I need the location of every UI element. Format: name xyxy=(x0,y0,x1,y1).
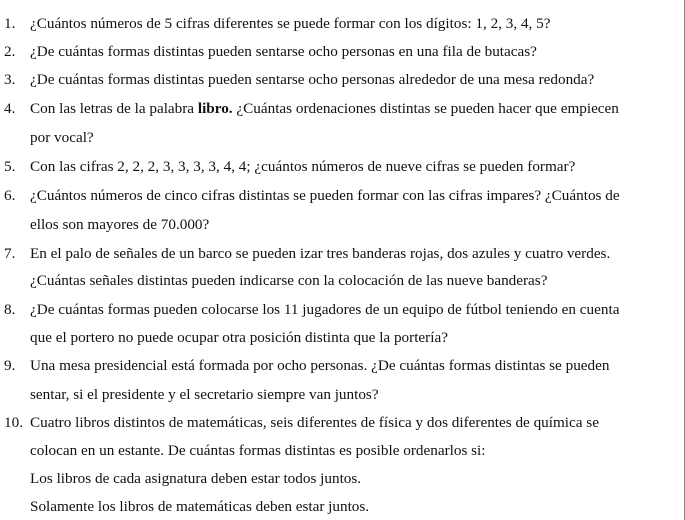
exercise-number: 3. xyxy=(4,71,16,88)
exercise-text: Cuatro libros distintos de matemáticas, seis diferentes de física y dos diferentes de química se xyxy=(30,414,599,431)
exercise-text-end: ¿Cuántas ordenaciones distintas se pueden hacer que empiecen xyxy=(232,100,619,117)
exercise-text: ¿De cuántas formas distintas pueden sentarse ocho personas alrededor de una mesa redonda? xyxy=(30,71,595,88)
exercise-number: 5. xyxy=(4,158,16,175)
exercise-text: ¿Cuántas señales distintas pueden indicarse con la colocación de las nueve banderas? xyxy=(30,272,548,289)
exercise-number: 8. xyxy=(4,301,16,318)
exercise-number: 7. xyxy=(4,245,16,262)
exercise-number: 9. xyxy=(4,357,16,374)
exercise-text: Los libros de cada asignatura deben estar todos juntos. xyxy=(30,470,362,487)
exercise-text: ¿De cuántas formas pueden colocarse los 11 jugadores de un equipo de fútbol teniendo en cuenta xyxy=(30,301,620,318)
exercise-text: ¿Cuántos números de 5 cifras diferentes se puede formar con los dígitos: 1, 2, 3, 4, 5? xyxy=(30,15,551,32)
bold-word: libro. xyxy=(197,100,233,117)
exercise-text: por vocal? xyxy=(30,129,94,146)
exercise-text: ¿De cuántas formas distintas pueden sentarse ocho personas en una fila de butacas? xyxy=(30,43,537,60)
exercise-text: Con las cifras 2, 2, 2, 3, 3, 3, 3, 4, 4; ¿cuántos números de nueve cifras se pueden formar? xyxy=(30,158,576,175)
exercise-text: ¿Cuántos números de cinco cifras distintas se pueden formar con las cifras impares? ¿Cuántos de xyxy=(30,187,620,204)
exercise-text: colocan en un estante. De cuántas formas distintas es posible ordenarlos si: xyxy=(30,442,486,459)
exercise-number: 10. xyxy=(4,414,23,431)
exercise-text: Una mesa presidencial está formada por ocho personas. ¿De cuántas formas distintas se pueden xyxy=(30,357,610,374)
exercise-text: En el palo de señales de un barco se pueden izar tres banderas rojas, dos azules y cuatro verdes. xyxy=(30,245,611,262)
exercise-number: 6. xyxy=(4,187,16,204)
exercise-text-start: Con las letras de la palabra xyxy=(30,100,198,117)
exercise-number: 2. xyxy=(4,43,16,60)
exercise-number: 4. xyxy=(4,100,16,117)
exercise-number: 1. xyxy=(4,15,16,32)
exercise-text: Solamente los libros de matemáticas deben estar juntos. xyxy=(30,498,370,515)
exercise-text: que el portero no puede ocupar otra posición distinta que la portería? xyxy=(30,329,448,346)
exercise-text: ellos son mayores de 70.000? xyxy=(30,216,210,233)
exercise-text xyxy=(30,97,619,121)
exercise-text: sentar, si el presidente y el secretario siempre van juntos? xyxy=(30,386,379,403)
